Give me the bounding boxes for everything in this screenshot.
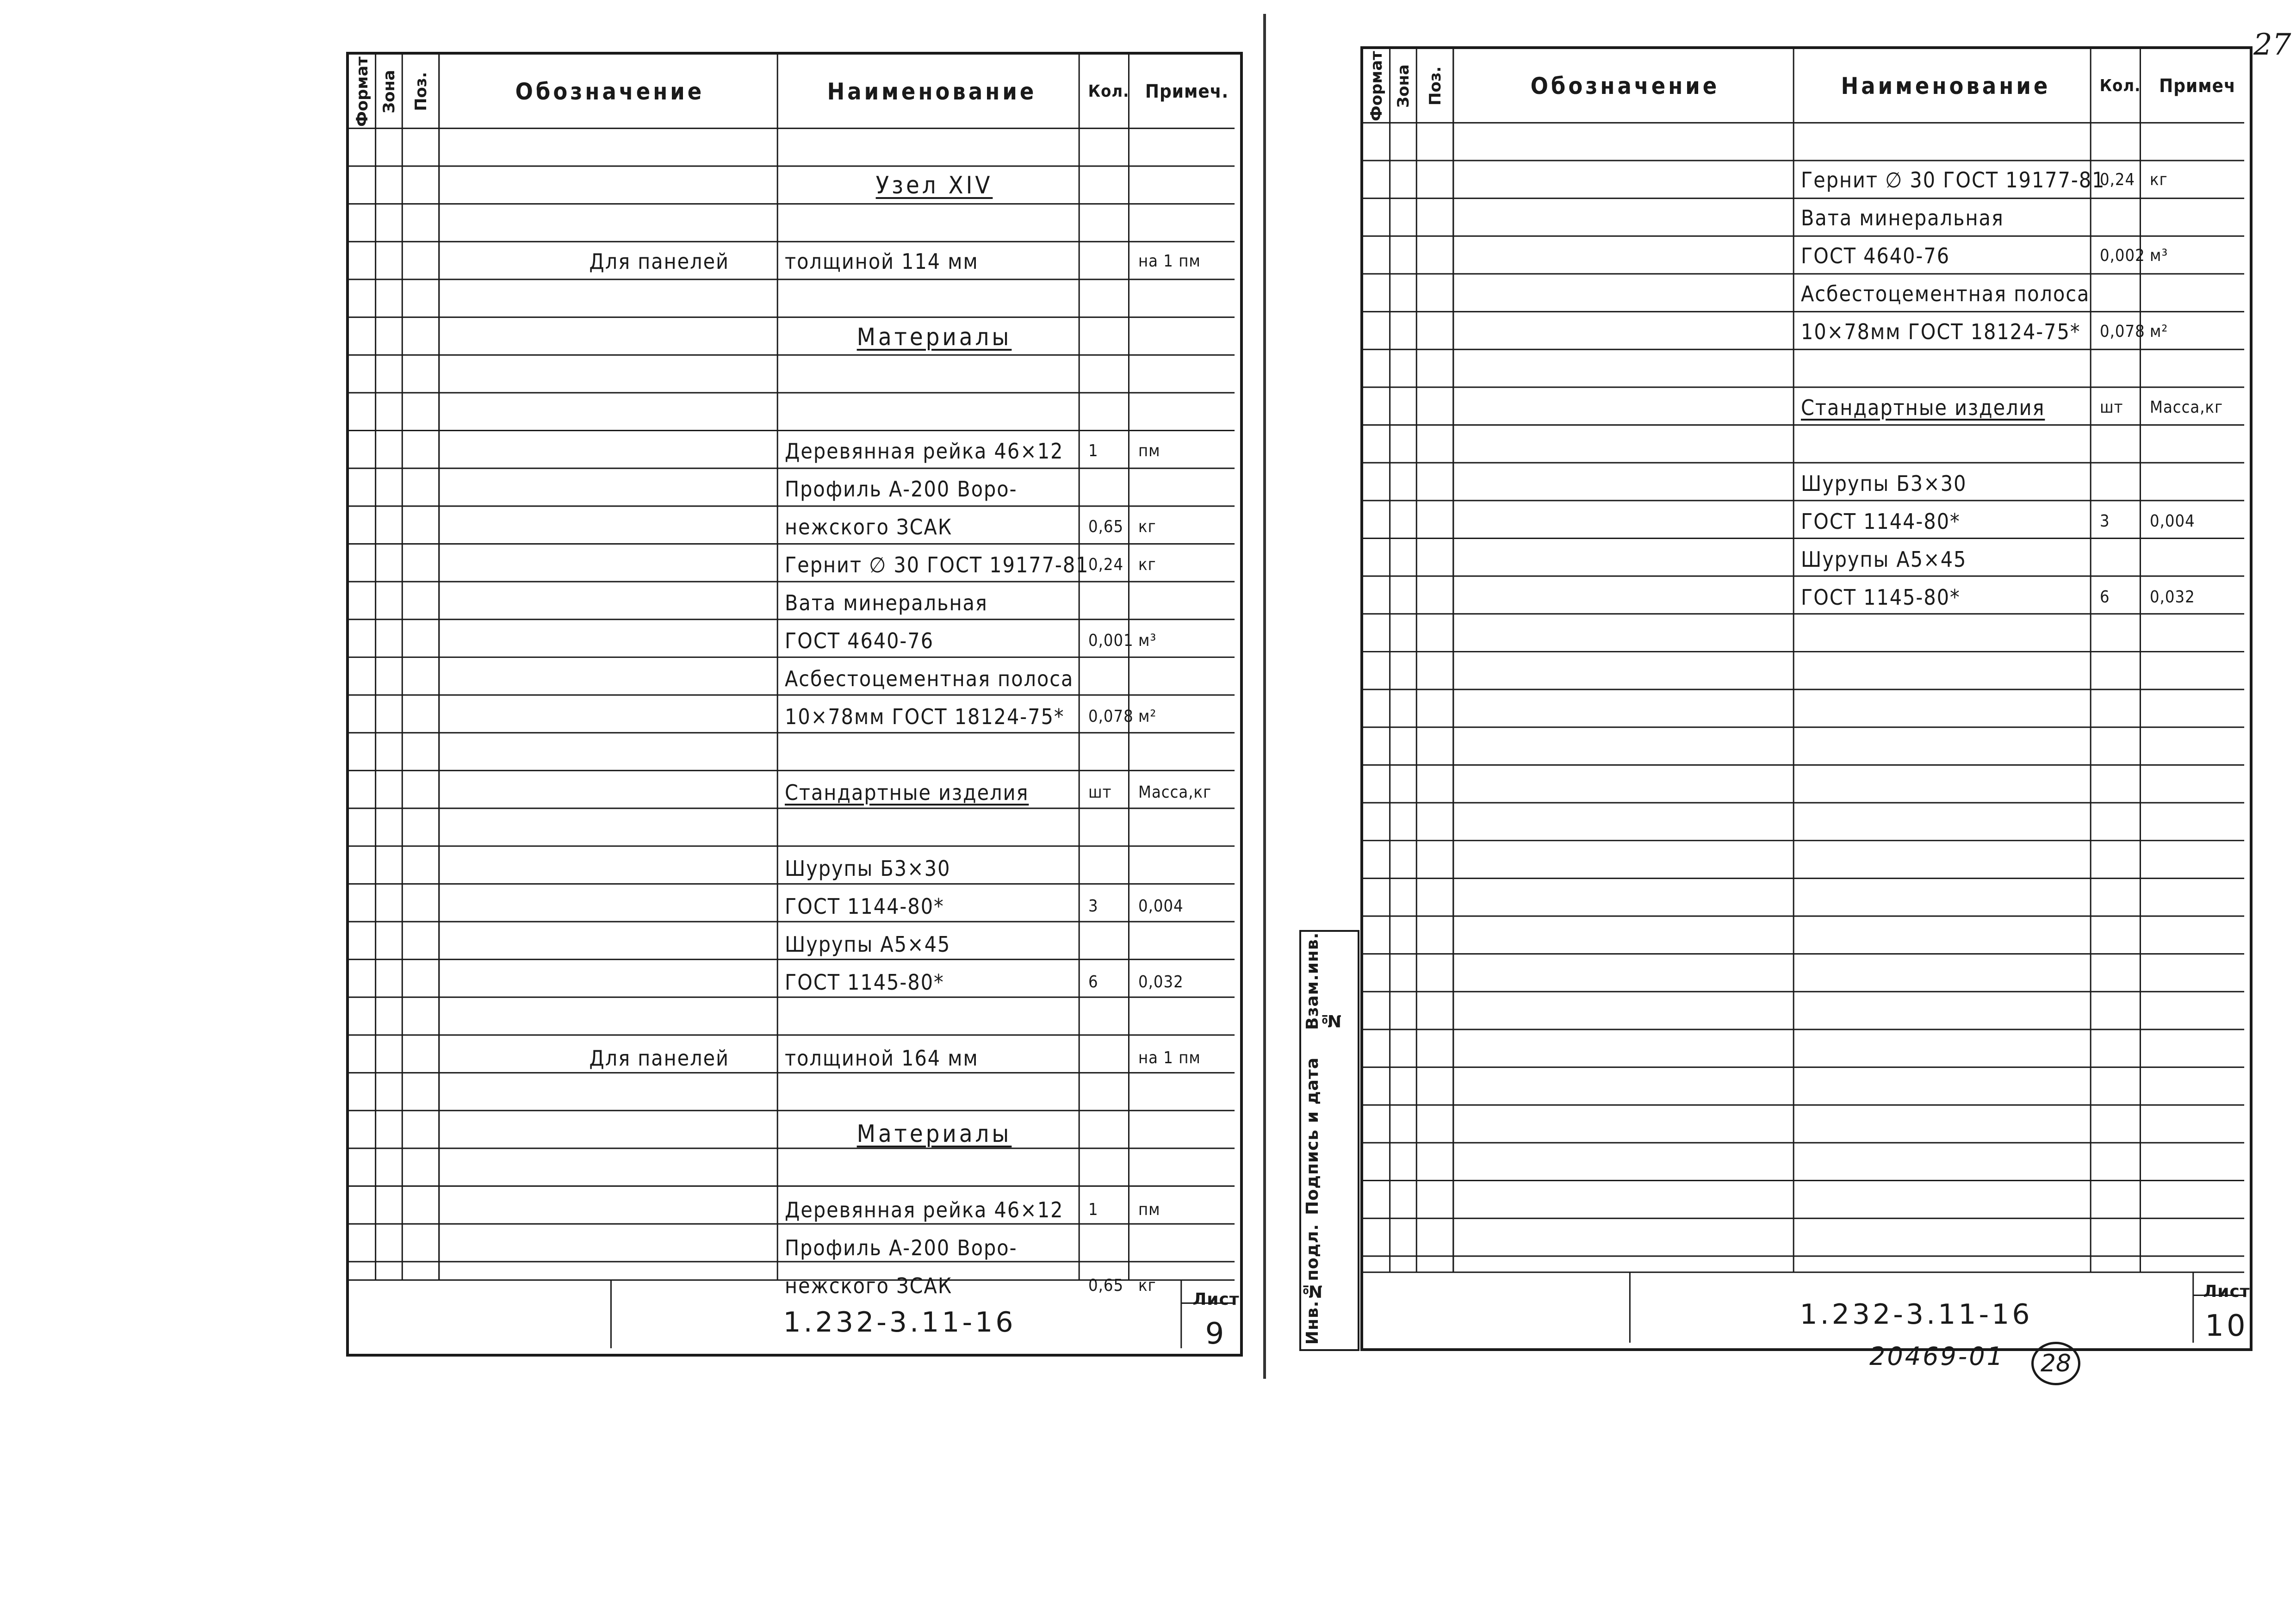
row-name: Профиль А-200 Воро- <box>785 1235 1018 1260</box>
header-name: Наименование <box>827 78 1037 105</box>
row-note: 0,004 <box>1138 897 1184 916</box>
row-name: толщиной 114 мм <box>785 249 979 274</box>
row-qty: шт <box>1088 783 1112 802</box>
page-divider <box>1263 14 1266 1379</box>
left-sheet-label: Лист <box>1192 1289 1240 1309</box>
header-poz: Поз. <box>1426 66 1445 106</box>
row-name: Асбестоцементная полоса <box>1801 281 2090 306</box>
row-name: нежского ЗСАК <box>785 514 953 539</box>
row-name: Стандартные изделия <box>1801 395 2045 420</box>
row-qty: 6 <box>2100 588 2110 607</box>
row-note: 0,032 <box>1138 973 1184 992</box>
row-name: Материалы <box>856 323 1012 351</box>
row-name: ГОСТ 4640-76 <box>785 628 934 653</box>
margin-vzam-inv: Взам.инв.№ <box>1303 932 1341 1030</box>
row-note: на 1 пм <box>1138 1048 1201 1067</box>
header-zona: Зона <box>380 70 398 113</box>
row-name: Шурупы А5×45 <box>785 932 951 957</box>
row-note: 0,032 <box>2150 588 2195 607</box>
right-sheet-label: Лист <box>2203 1282 2250 1301</box>
row-name: ГОСТ 1145-80* <box>785 970 944 995</box>
row-name: Шурупы Б3×30 <box>1801 471 1967 496</box>
row-note: Масса,кг <box>1138 783 1212 802</box>
row-qty: шт <box>2100 398 2123 417</box>
row-name: Стандартные изделия <box>785 780 1029 805</box>
row-qty: 1 <box>1088 441 1098 460</box>
header-qty: Кол. <box>2099 76 2141 95</box>
row-name: Шурупы А5×45 <box>1801 547 1967 572</box>
row-name: ГОСТ 4640-76 <box>1801 243 1950 268</box>
header-poz: Поз. <box>412 72 430 112</box>
row-qty: 0,24 <box>2100 170 2135 189</box>
row-note: кг <box>1138 517 1156 536</box>
row-name: Узел XIV <box>875 172 993 199</box>
row-name: ГОСТ 1145-80* <box>1801 585 1961 610</box>
row-qty: 0,65 <box>1088 517 1124 536</box>
circled-page-number: 28 <box>2031 1342 2080 1385</box>
row-qty: 0,65 <box>1088 1276 1124 1295</box>
row-name: толщиной 164 мм <box>785 1046 979 1071</box>
row-name: Профиль А-200 Воро- <box>785 477 1018 502</box>
header-designation: Обозначение <box>1530 73 1720 99</box>
row-note: Масса,кг <box>2150 398 2223 417</box>
corner-page-number: 27 <box>2253 28 2291 62</box>
header-name: Наименование <box>1841 73 2051 99</box>
row-qty: 0,001 <box>1088 631 1134 650</box>
right-sheet <box>1360 46 2253 1351</box>
row-name: Гернит ∅ 30 ГОСТ 19177-81 <box>785 552 1089 577</box>
header-designation: Обозначение <box>515 78 705 105</box>
row-note: на 1 пм <box>1138 252 1201 271</box>
row-note: м² <box>1138 707 1157 726</box>
left-sheet <box>346 52 1243 1357</box>
binding-margin <box>1299 930 1359 1351</box>
row-name: 10×78мм ГОСТ 18124-75* <box>785 704 1065 729</box>
row-name: Вата минеральная <box>1801 205 2004 230</box>
header-format: Формат <box>1367 51 1386 121</box>
row-name: ГОСТ 1144-80* <box>785 894 944 919</box>
row-qty: 0,002 <box>2100 246 2145 265</box>
row-note: пм <box>1138 441 1160 460</box>
row-qty: 0,078 <box>1088 707 1134 726</box>
margin-podpis-data: Подпись и дата <box>1303 1057 1322 1215</box>
archive-number: 20469-01 <box>1869 1342 2004 1371</box>
row-name: Материалы <box>856 1120 1012 1148</box>
left-doc-code: 1.232-3.11-16 <box>783 1306 1016 1339</box>
row-desig: Для панелей <box>589 1046 729 1071</box>
row-qty: 3 <box>1088 897 1098 916</box>
row-note: м³ <box>2150 246 2168 265</box>
row-name: Деревянная рейка 46×12 <box>785 1197 1064 1222</box>
right-doc-code: 1.232-3.11-16 <box>1800 1298 2033 1331</box>
row-qty: 3 <box>2100 512 2110 531</box>
header-format: Формат <box>353 56 372 127</box>
row-note: кг <box>2150 170 2168 189</box>
row-name: нежского ЗСАК <box>785 1273 953 1298</box>
row-name: Вата минеральная <box>785 590 988 615</box>
header-zona: Зона <box>1394 64 1413 108</box>
row-note: кг <box>1138 555 1156 574</box>
row-note: м³ <box>1138 631 1157 650</box>
header-note: Примеч <box>2159 75 2236 97</box>
header-note: Примеч. <box>1145 81 1229 102</box>
row-note: м² <box>2150 322 2168 341</box>
row-qty: 6 <box>1088 973 1098 992</box>
row-desig: Для панелей <box>589 249 729 274</box>
row-name: Асбестоцементная полоса <box>785 666 1074 691</box>
row-name: 10×78мм ГОСТ 18124-75* <box>1801 319 2081 344</box>
left-sheet-number: 9 <box>1205 1317 1227 1351</box>
row-note: пм <box>1138 1200 1160 1219</box>
row-name: Деревянная рейка 46×12 <box>785 439 1064 464</box>
row-name: ГОСТ 1144-80* <box>1801 509 1961 534</box>
row-name: Шурупы Б3×30 <box>785 856 951 881</box>
row-qty: 0,24 <box>1088 555 1124 574</box>
row-note: кг <box>1138 1276 1156 1295</box>
header-qty: Кол. <box>1088 82 1129 101</box>
right-sheet-number: 10 <box>2205 1309 2248 1343</box>
row-qty: 0,078 <box>2100 322 2145 341</box>
margin-inv-podl: Инв.№подл. <box>1303 1223 1322 1345</box>
row-note: 0,004 <box>2150 512 2195 531</box>
row-name: Гернит ∅ 30 ГОСТ 19177-81 <box>1801 167 2105 192</box>
row-qty: 1 <box>1088 1200 1098 1219</box>
